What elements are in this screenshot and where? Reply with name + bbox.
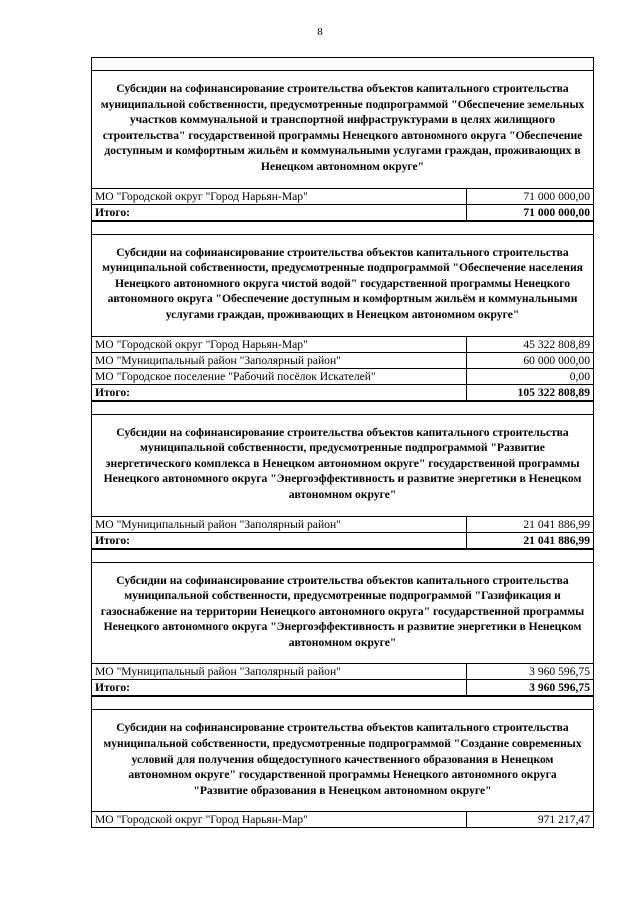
table-row bbox=[92, 189, 593, 205]
total-amount: 71 000 000,00 bbox=[523, 205, 590, 219]
municipality-name: МО "Муниципальный район "Заполярный район" bbox=[92, 353, 467, 368]
total-label: Итого: bbox=[92, 680, 467, 695]
subsidy-document bbox=[91, 57, 594, 828]
amount-value: 21 041 886,99 bbox=[523, 517, 590, 531]
section-heading: Субсидии на софинансирование строительства объектов капитального строительства муниципальной собственности, предусмотренные подпрограммой "Создание современных условий для получения общедоступного качественного образования в Ненецком автономном округе" государственной программы Ненецкого автономного округа "Развитие образования в Ненецком автономном округе" bbox=[103, 721, 582, 797]
allocation-table bbox=[92, 516, 593, 550]
total-amount: 21 041 886,99 bbox=[523, 533, 590, 547]
section-spacer bbox=[92, 697, 593, 710]
section-heading: Субсидии на софинансирование строительства объектов капитального строительства муниципальной собственности, предусмотренные подпрограммой "Обеспечение населения Ненецкого автономного округа чистой водой" государственной программы Ненецкого автономного округа "Обеспечение доступным и комфортным жильём и коммунальными услугами граждан, проживающих в Ненецком автономном округе" bbox=[102, 245, 583, 321]
page-number: 8 bbox=[317, 26, 323, 38]
table-row bbox=[92, 353, 593, 369]
allocation-table bbox=[92, 336, 593, 402]
amount-value: 71 000 000,00 bbox=[523, 189, 590, 203]
section-spacer bbox=[92, 58, 593, 71]
allocation-table bbox=[92, 811, 593, 828]
municipality-name: МО "Муниципальный район "Заполярный район" bbox=[92, 664, 467, 679]
municipality-name: МО "Муниципальный район "Заполярный район" bbox=[92, 517, 467, 532]
municipality-name: МО "Городской округ "Город Нарьян-Мар" bbox=[92, 812, 467, 827]
total-label: Итого: bbox=[92, 533, 467, 548]
amount-value: 3 960 596,75 bbox=[529, 665, 590, 679]
subsidy-section bbox=[92, 58, 593, 222]
amount-value: 45 322 808,89 bbox=[523, 337, 590, 351]
municipality-name: МО "Городское поселение "Рабочий посёлок Искателей" bbox=[92, 369, 467, 384]
subsidy-section bbox=[92, 550, 593, 698]
section-heading: Субсидии на софинансирование строительства объектов капитального строительства муниципальной собственности, предусмотренные подпрограммой "Газификация и газоснабжение на территории Ненецкого автономного округа" государственной программы Ненецкого автономного округа "Энергоэффективность и развитие энергетики в Ненецком автономном округе" bbox=[100, 573, 585, 649]
total-amount: 105 322 808,89 bbox=[517, 385, 590, 399]
total-row bbox=[92, 205, 593, 222]
section-heading: Субсидии на софинансирование строительства объектов капитального строительства муниципальной собственности, предусмотренные подпрограммой "Развитие энергетического комплекса в Ненецком автономном округе" государственной программы Ненецкого автономного округа "Энергоэффективность и развитие энергетики в Ненецком автономном округе" bbox=[103, 425, 582, 501]
municipality-name: МО "Городской округ "Город Нарьян-Мар" bbox=[92, 189, 467, 204]
table-row bbox=[92, 517, 593, 533]
subsidy-section bbox=[92, 222, 593, 402]
total-row bbox=[92, 533, 593, 550]
allocation-table bbox=[92, 663, 593, 697]
total-label: Итого: bbox=[92, 385, 467, 400]
total-row bbox=[92, 680, 593, 697]
total-row bbox=[92, 385, 593, 402]
amount-value: 0,00 bbox=[569, 369, 590, 383]
table-row bbox=[92, 812, 593, 828]
amount-value: 60 000 000,00 bbox=[523, 353, 590, 367]
section-spacer bbox=[92, 222, 593, 235]
subsidy-section bbox=[92, 697, 593, 828]
allocation-table bbox=[92, 188, 593, 222]
table-row bbox=[92, 337, 593, 353]
section-heading: Субсидии на софинансирование строительства объектов капитального строительства муниципальной собственности, предусмотренные подпрограммой "Обеспечение земельных участков коммунальной и транспортной инфраструктурами в целях жилищного строительства" государственной программы Ненецкого автономного округа "Обеспечение доступным и комфортным жильём и коммунальными услугами граждан, проживающих в Ненецком автономном округе" bbox=[100, 82, 585, 173]
municipality-name: МО "Городской округ "Город Нарьян-Мар" bbox=[92, 337, 467, 352]
subsidy-section bbox=[92, 402, 593, 550]
total-label: Итого: bbox=[92, 205, 467, 220]
section-spacer bbox=[92, 402, 593, 415]
amount-value: 971 217,47 bbox=[537, 813, 590, 827]
total-amount: 3 960 596,75 bbox=[529, 681, 590, 695]
table-row bbox=[92, 369, 593, 385]
section-spacer bbox=[92, 550, 593, 563]
table-row bbox=[92, 664, 593, 680]
